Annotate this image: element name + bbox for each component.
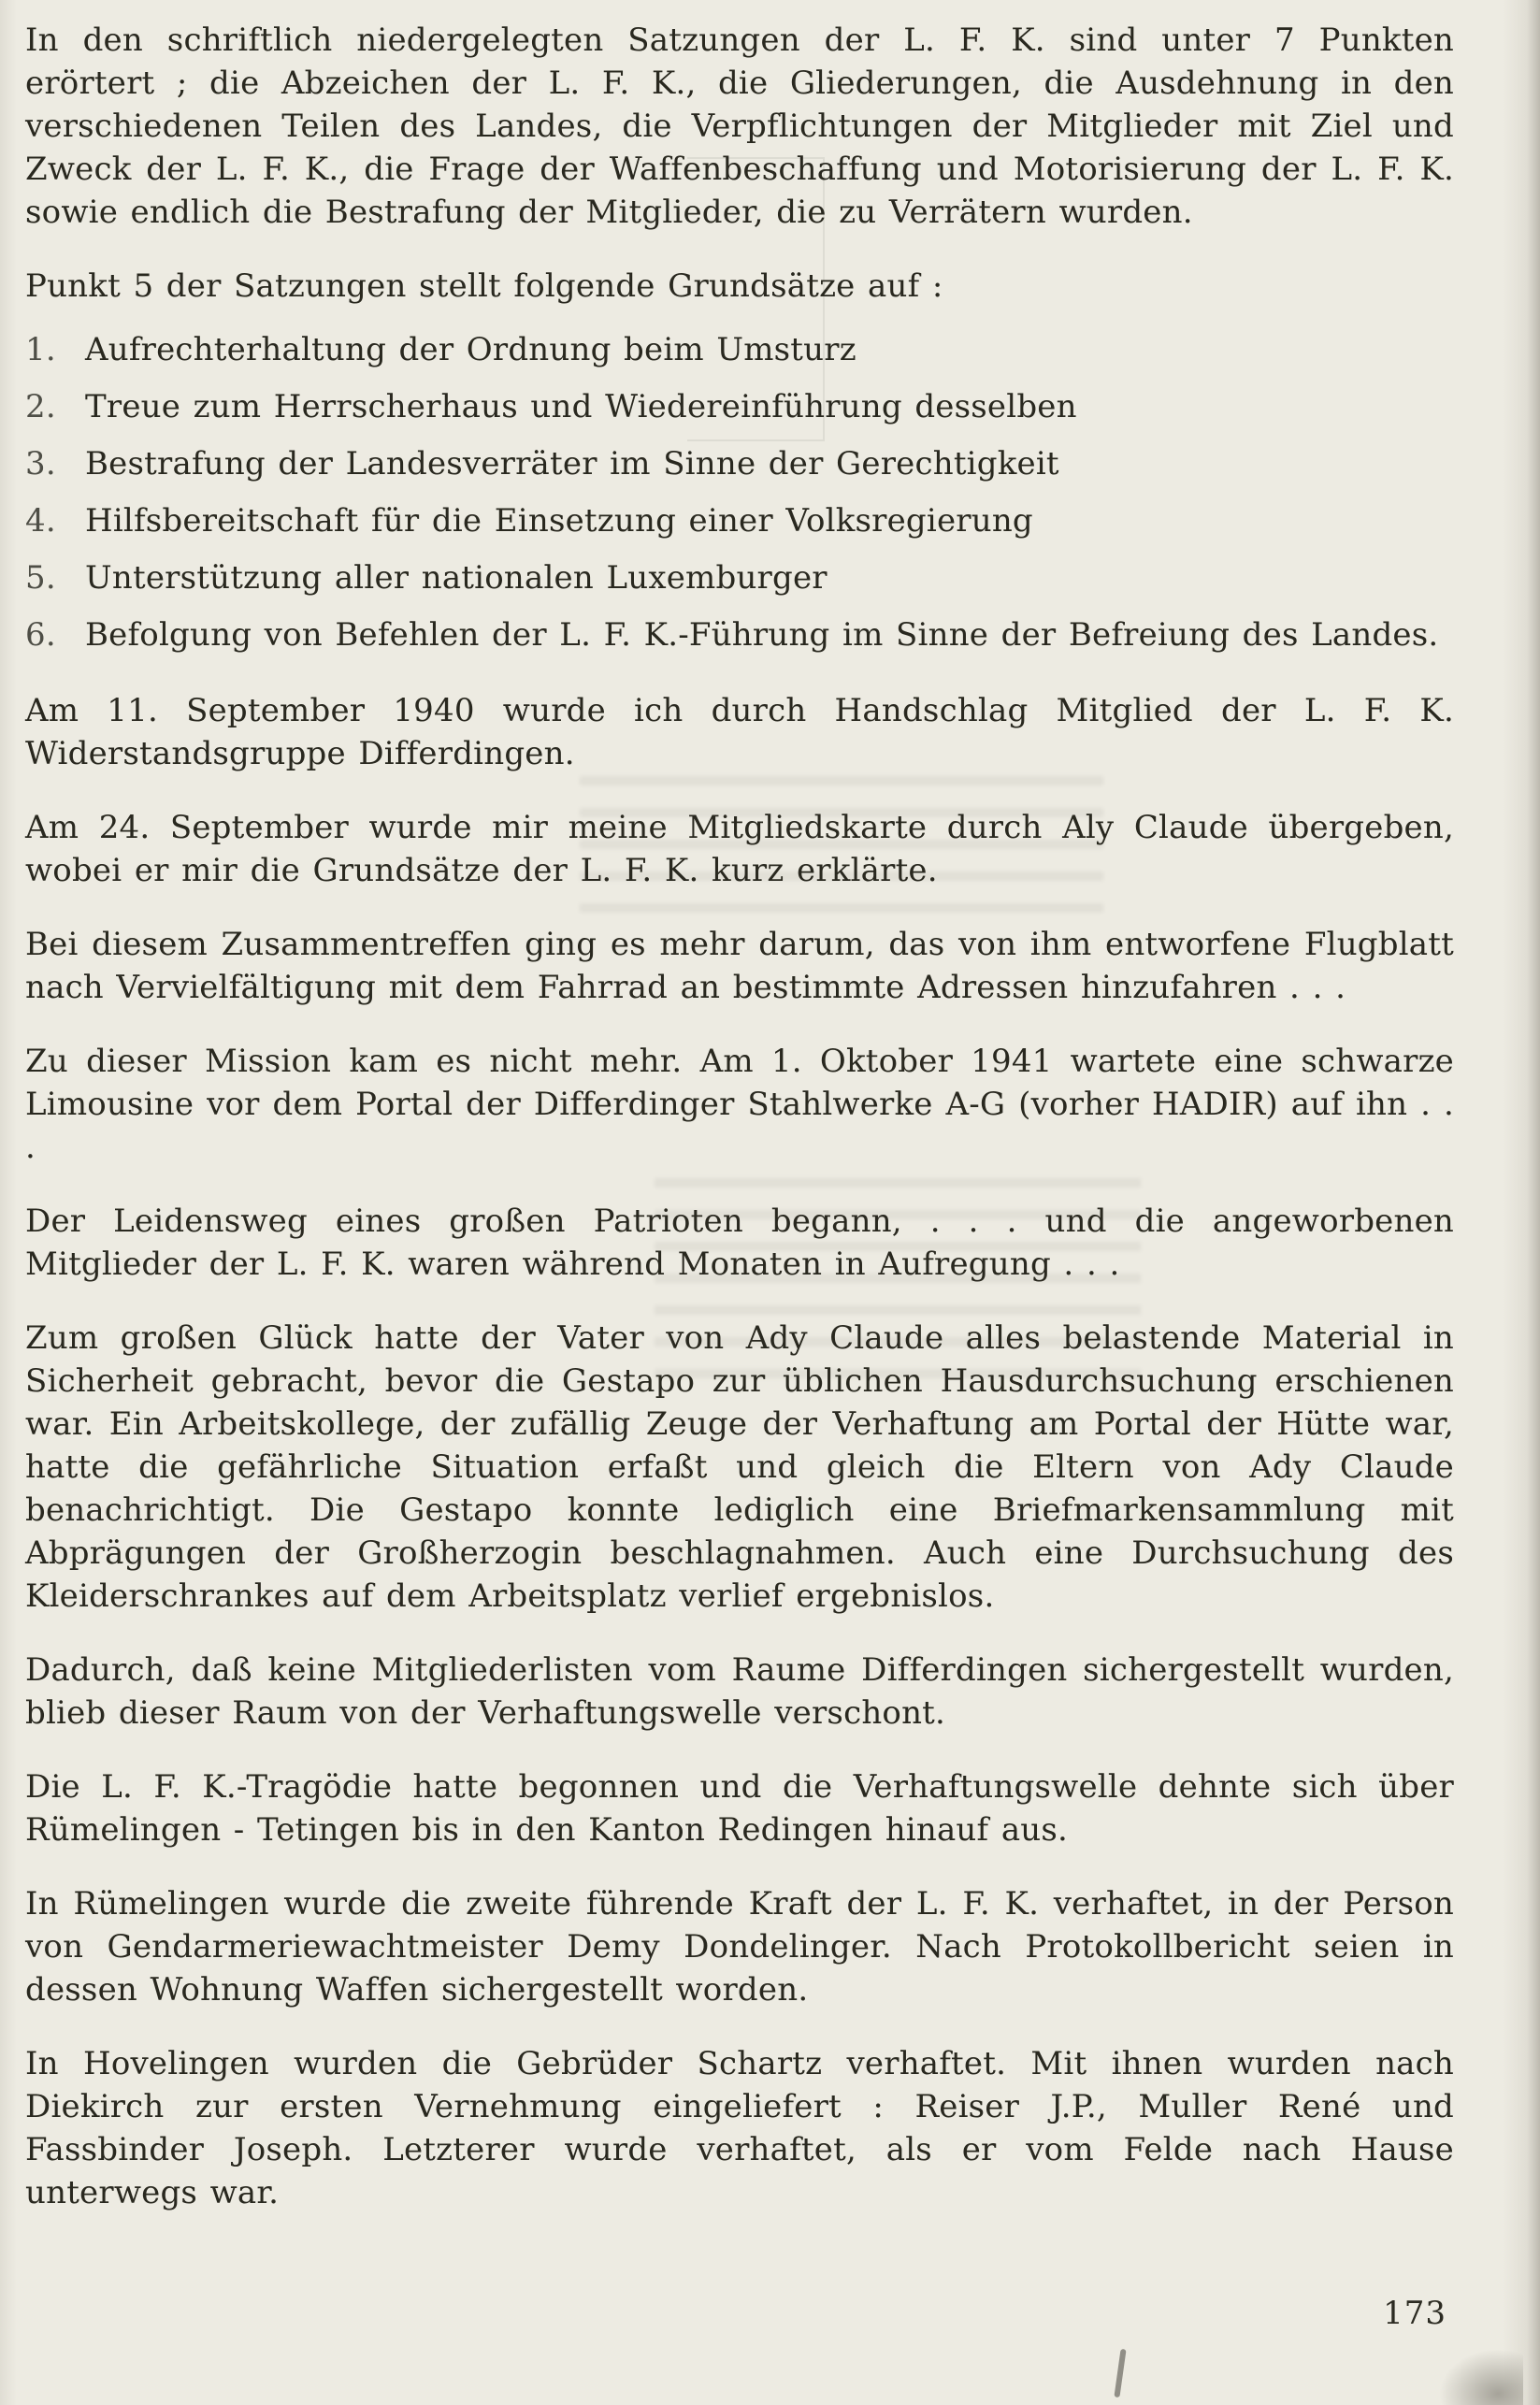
list-item-text: Unterstützung aller nationalen Luxemburger <box>85 559 828 597</box>
lead-paragraph: In den schriftlich niedergelegten Satzungen der L. F. K. sind unter 7 Punkten erörtert ; die Abzeichen der L. F. K., die Gliederungen, die Ausdehnung in den verschiedenen Teilen des Landes, die Verpflichtungen der Mitglieder mit Ziel und Zweck der L. F. K., die Frage der Waffenbeschaffung und Motorisierung der L. F. K. sowie endlich die Bestrafung der Mitglieder, die zu Verrätern wurden. <box>25 22 1454 231</box>
list-item-text: Bestrafung der Landesverräter im Sinne der Gerechtigkeit <box>85 445 1059 482</box>
paragraph: Der Leidensweg eines großen Patrioten begann, . . . und die angeworbenen Mitglieder der L. F. K. waren während Monaten in Aufregung . . . <box>25 1202 1454 1283</box>
paragraph: Die L. F. K.-Tragödie hatte begonnen und die Verhaftungswelle dehnte sich über Rümelingen - Tetingen bis in den Kanton Redingen hinauf aus. <box>25 1768 1454 1849</box>
scan-artifact-smudge <box>1114 2349 1126 2398</box>
paragraph: In Hovelingen wurden die Gebrüder Schartz verhaftet. Mit ihnen wurden nach Diekirch zur ersten Vernehmung eingeliefert : Reiser J.P., Muller René und Fassbinder Joseph. Letzterer wurde verhaftet, als er vom Felde nach Hause unterwegs war. <box>25 2045 1454 2211</box>
list-item <box>25 328 1454 371</box>
list-item <box>25 385 1454 428</box>
list-item-text: Aufrechterhaltung der Ordnung beim Umsturz <box>85 331 856 368</box>
list-item-number: 1. <box>25 331 56 368</box>
list-item-text: Treue zum Herrscherhaus und Wiedereinführung desselben <box>85 388 1077 425</box>
list-item-number: 5. <box>25 559 56 597</box>
page-number: 173 <box>1383 2295 1446 2332</box>
list-item-text: Befolgung von Befehlen der L. F. K.-Führung im Sinne der Befreiung des Landes. <box>85 616 1439 654</box>
scan-artifact-corner-shadow <box>1439 2349 1523 2405</box>
list-item <box>25 556 1454 599</box>
paragraph: Am 24. September wurde mir meine Mitgliedskarte durch Aly Claude übergeben, wobei er mir die Grundsätze der L. F. K. kurz erklärte. <box>25 809 1454 889</box>
list-item-number: 4. <box>25 502 56 540</box>
paragraph: Zum großen Glück hatte der Vater von Ady Claude alles belastende Material in Sicherheit gebracht, bevor die Gestapo zur üblichen Hausdurchsuchung erschienen war. Ein Arbeitskollege, der zufällig Zeuge der Verhaftung am Portal der Hütte war, hatte die gefährliche Situation erfaßt und gleich die Eltern von Ady Claude benachrichtigt. Die Gestapo konnte lediglich eine Briefmarkensammlung mit Abprägungen der Großherzogin beschlagnahmen. Auch eine Durchsuchung des Kleiderschrankes auf dem Arbeitsplatz verlief ergebnislos. <box>25 1319 1454 1615</box>
list-item <box>25 499 1454 542</box>
list-item-number: 3. <box>25 445 56 482</box>
list-item-number: 6. <box>25 616 56 654</box>
list-intro: Punkt 5 der Satzungen stellt folgende Grundsätze auf : <box>25 267 943 305</box>
paragraph: Dadurch, daß keine Mitgliederlisten vom Raume Differdingen sichergestellt wurden, blieb dieser Raum von der Verhaftungswelle verschont. <box>25 1651 1454 1732</box>
paragraph: Bei diesem Zusammentreffen ging es mehr darum, das von ihm entworfene Flugblatt nach Vervielfältigung mit dem Fahrrad an bestimmte Adressen hinzufahren . . . <box>25 926 1454 1006</box>
book-page-content <box>25 19 1454 2245</box>
paragraph: Am 11. September 1940 wurde ich durch Handschlag Mitglied der L. F. K. Widerstandsgruppe Differdingen. <box>25 692 1454 772</box>
list-item-text: Hilfsbereitschaft für die Einsetzung einer Volksregierung <box>85 502 1033 540</box>
paragraph: Zu dieser Mission kam es nicht mehr. Am 1. Oktober 1941 wartete eine schwarze Limousine vor dem Portal der Differdinger Stahlwerke A-G (vorher HADIR) auf ihn . . . <box>25 1043 1454 1166</box>
list-item <box>25 442 1454 485</box>
principles-list <box>25 328 1454 656</box>
paragraph: In Rümelingen wurde die zweite führende Kraft der L. F. K. verhaftet, in der Person von Gendarmeriewachtmeister Demy Dondelinger. Nach Protokollbericht seien in dessen Wohnung Waffen sichergestellt worden. <box>25 1885 1454 2009</box>
list-item-number: 2. <box>25 388 56 425</box>
list-item <box>25 613 1454 656</box>
